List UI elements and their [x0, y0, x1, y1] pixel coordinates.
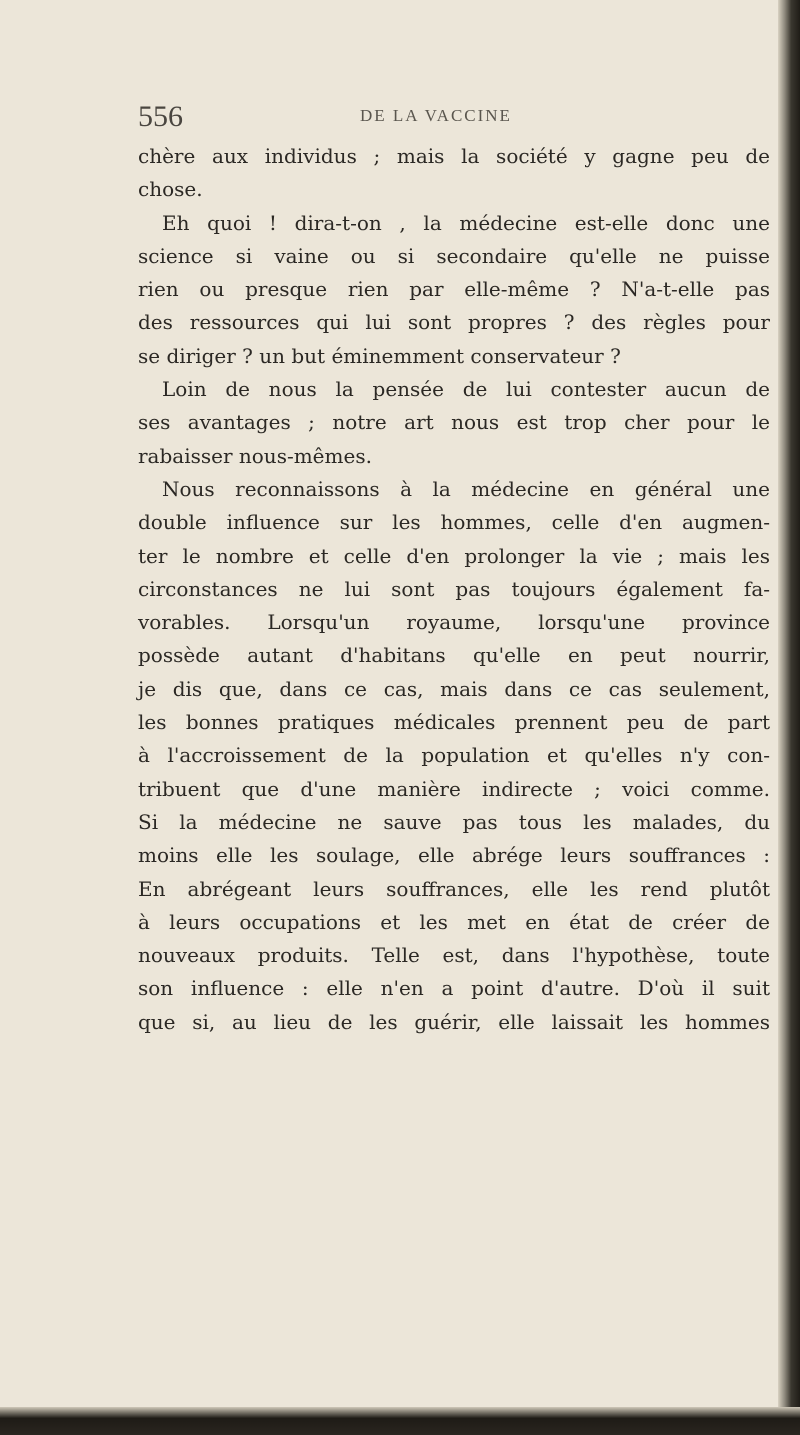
text-line: Eh quoi ! dira-t-on , la médecine est-elle donc une: [162, 210, 770, 235]
text-line: Si la médecine ne sauve pas tous les malades, du: [138, 809, 770, 834]
text-line: possède autant d'habitans qu'elle en peut nourrir,: [138, 643, 770, 668]
text-line: les bonnes pratiques médicales prennent peu de part: [138, 710, 770, 735]
page-bottom-shadow: [0, 1407, 800, 1435]
page-binding-shadow: [778, 0, 800, 1435]
text-line: nouveaux produits. Telle est, dans l'hypothèse, toute: [138, 943, 770, 968]
text-line: chère aux individus ; mais la société y gagne peu de: [138, 144, 770, 168]
text-line: vorables. Lorsqu'un royaume, lorsqu'une province: [138, 610, 770, 635]
body-text: [138, 140, 770, 1039]
text-line: chose.: [138, 177, 203, 202]
text-line: science si vaine ou si secondaire qu'elle ne puisse: [138, 243, 770, 268]
text-line: je dis que, dans ce cas, mais dans ce cas seulement,: [138, 676, 770, 701]
text-line: ses avantages ; notre art nous est trop cher pour le: [138, 410, 770, 435]
text-line: double influence sur les hommes, celle d'en augmen-: [138, 510, 770, 535]
text-line: à leurs occupations et les met en état de créer de: [138, 909, 770, 934]
text-line: circonstances ne lui sont pas toujours également fa-: [138, 576, 770, 601]
text-line: En abrégeant leurs souffrances, elle les rend plutôt: [138, 876, 770, 901]
text-line: que si, au lieu de les guérir, elle laissait les hommes: [138, 1009, 770, 1034]
text-line: rabaisser nous-mêmes.: [138, 443, 372, 468]
text-line: ter le nombre et celle d'en prolonger la vie ; mais les: [138, 543, 770, 568]
text-line: des ressources qui lui sont propres ? des règles pour: [138, 310, 770, 335]
page-header: [138, 100, 698, 136]
text-line: moins elle les soulage, elle abrége leurs souffrances :: [138, 843, 770, 868]
page-number: 556: [138, 100, 183, 133]
text-line: rien ou presque rien par elle-même ? N'a-t-elle pas: [138, 277, 770, 302]
text-line: Nous reconnaissons à la médecine en général une: [162, 476, 770, 501]
text-line: à l'accroissement de la population et qu'elles n'y con-: [138, 743, 770, 768]
text-line: Loin de nous la pensée de lui contester aucun de: [162, 377, 770, 402]
text-line: son influence : elle n'en a point d'autre. D'où il suit: [138, 976, 770, 1001]
running-head: DE LA VACCINE: [360, 106, 512, 125]
text-line: se diriger ? un but éminemment conservateur ?: [138, 343, 621, 368]
text-line: tribuent que d'une manière indirecte ; voici comme.: [138, 776, 770, 801]
